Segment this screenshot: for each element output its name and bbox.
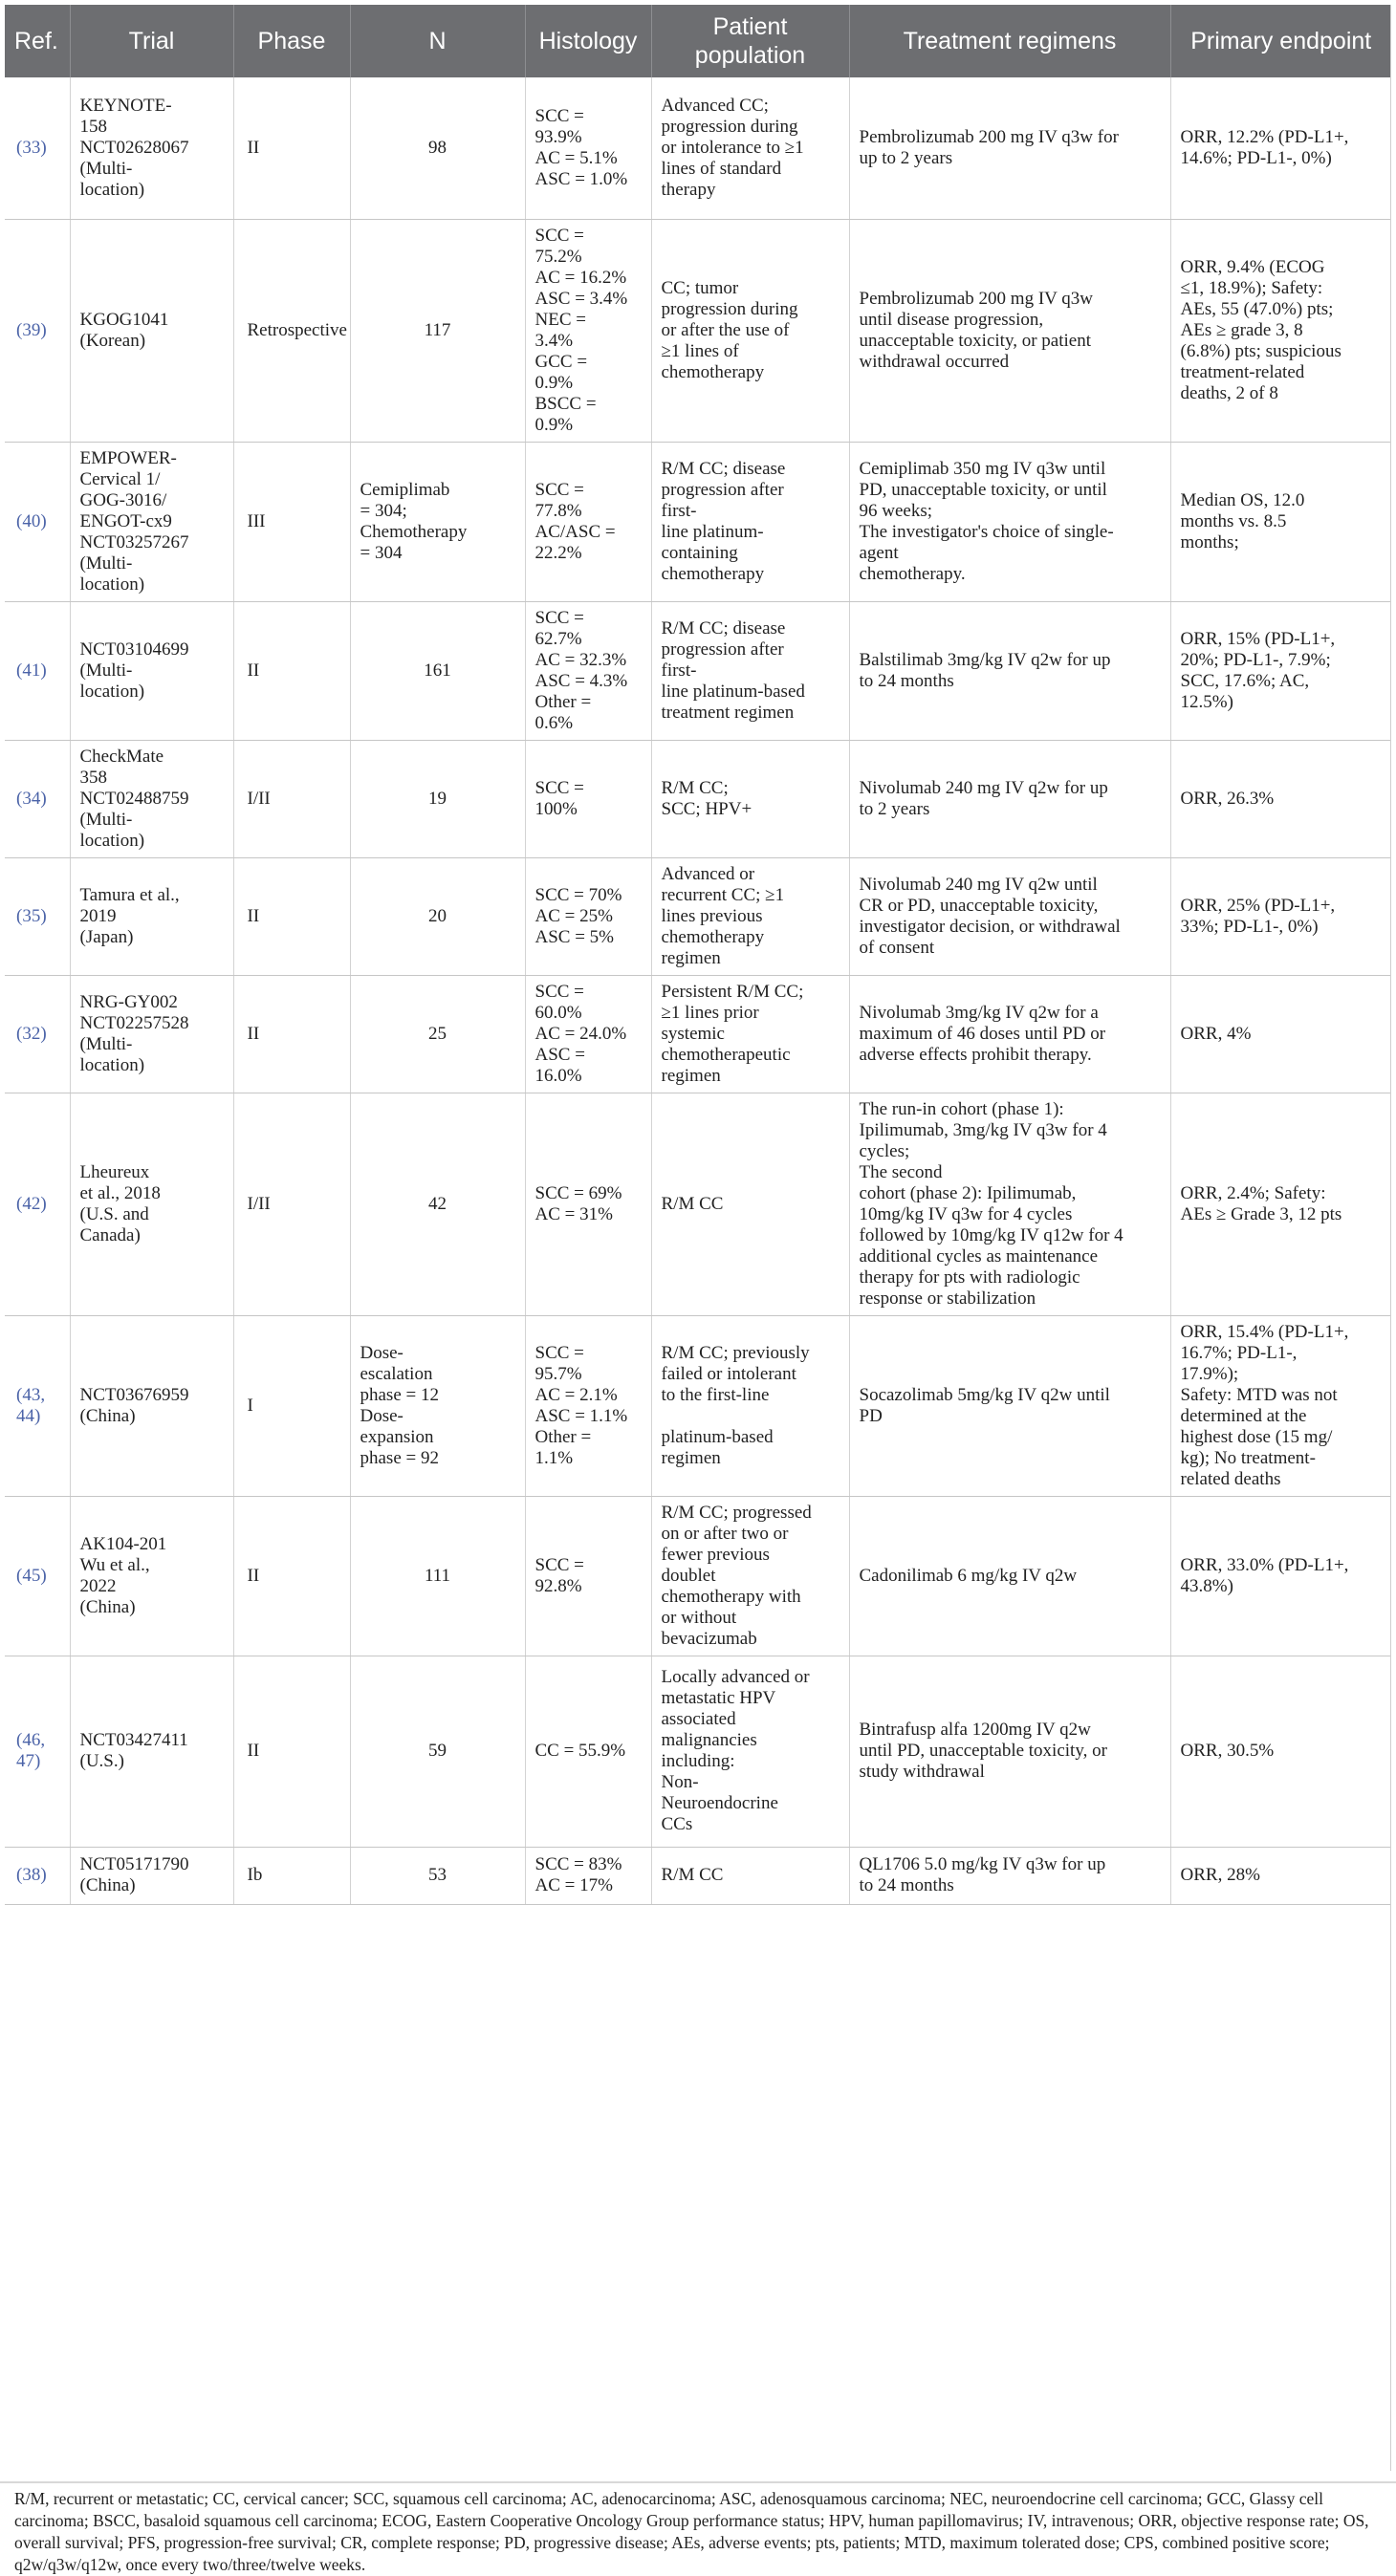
endpoint-cell <box>1170 601 1391 740</box>
trial-cell-text: EMPOWER- Cervical 1/ GOG-3016/ ENGOT-cx9 NCT03257267 (Multi- location) <box>79 447 189 595</box>
endpoint-cell <box>1170 1315 1391 1496</box>
treatment-cell <box>849 601 1170 740</box>
treatment-cell <box>849 1847 1170 1904</box>
ref-link-text[interactable]: (33) <box>16 137 47 158</box>
population-cell-text: CC; tumor progression during or after the use of ≥1 lines of chemotherapy <box>661 277 798 382</box>
n-cell <box>350 219 525 442</box>
table-row <box>5 1093 1391 1315</box>
phase-cell-text: I <box>247 1395 253 1416</box>
n-cell <box>350 77 525 219</box>
population-cell-text: R/M CC; disease progression after first- line platinum- containing chemotherapy <box>661 458 786 584</box>
treatment-cell <box>849 740 1170 857</box>
trial-cell <box>70 442 233 601</box>
treatment-cell-text: Cemiplimab 350 mg IV q3w until PD, unacceptable toxicity, or until 96 weeks; The investigator's choice of single- agent chemotherapy. <box>859 458 1114 584</box>
population-cell <box>651 601 849 740</box>
trial-cell <box>70 1496 233 1656</box>
histology-cell <box>525 740 651 857</box>
ref-link-text[interactable]: (40) <box>16 510 47 531</box>
header-phase: Phase <box>233 5 350 77</box>
endpoint-cell-text: ORR, 9.4% (ECOG ≤1, 18.9%); Safety: AEs, 55 (47.0%) pts; AEs ≥ grade 3, 8 (6.8%) pts; suspicious treatment-related deaths, 2 of 8 <box>1180 256 1341 403</box>
ref-link-text[interactable]: (42) <box>16 1193 47 1214</box>
population-cell-text: Advanced or recurrent CC; ≥1 lines previous chemotherapy regimen <box>661 863 785 968</box>
table-row <box>5 740 1391 857</box>
phase-cell-text: III <box>247 510 266 531</box>
header-trial: Trial <box>70 5 233 77</box>
trial-cell <box>70 1093 233 1315</box>
histology-cell-text: SCC = 69% AC = 31% <box>534 1182 622 1224</box>
table-footnote: R/M, recurrent or metastatic; CC, cervical cancer; SCC, squamous cell carcinoma; AC, adenocarcinoma; ASC, adenosquamous carcinoma; NEC, neuroendocrine cell carcinoma; GCC, Glassy cell carcinoma; BSCC, basaloid squamous cell carcinoma; ECOG, Eastern Cooperative Oncology Group performance status; HPV, human papillomavirus; IV, intravenous; ORR, objective response rate; OS, overall survival; PFS, progression-free survival; CR, complete response; PD, progressive disease; AEs, adverse events; pts, patients; MTD, maximum tolerated dose; CPS, combined positive score; q2w/q3w/q12w, once every two/three/twelve weeks. <box>14 2489 1369 2574</box>
endpoint-cell-text: Median OS, 12.0 months vs. 8.5 months; <box>1180 489 1305 552</box>
endpoint-cell-text: ORR, 15% (PD-L1+, 20%; PD-L1-, 7.9%; SCC, 17.6%; AC, 12.5%) <box>1180 628 1336 712</box>
endpoint-cell <box>1170 219 1391 442</box>
histology-cell <box>525 1496 651 1656</box>
phase-cell <box>233 219 350 442</box>
phase-cell <box>233 1315 350 1496</box>
phase-cell-text: II <box>247 1023 260 1044</box>
population-cell-text: Advanced CC; progression during or intolerance to ≥1 lines of standard therapy <box>661 95 804 200</box>
histology-cell-text: SCC = 83% AC = 17% <box>534 1854 622 1895</box>
n-cell-text: 98 <box>428 137 447 158</box>
ref-link <box>5 442 70 601</box>
histology-cell-text: SCC = 60.0% AC = 24.0% ASC = 16.0% <box>534 981 627 1086</box>
n-cell-text: Cemiplimab = 304; Chemotherapy = 304 <box>360 479 468 563</box>
trial-cell-text: NCT03104699 (Multi- location) <box>79 639 189 702</box>
trial-cell <box>70 77 233 219</box>
phase-cell-text: II <box>247 905 260 926</box>
ref-link <box>5 1496 70 1656</box>
endpoint-cell <box>1170 975 1391 1093</box>
phase-cell <box>233 1656 350 1847</box>
treatment-cell-text: Socazolimab 5mg/kg IV q2w until PD <box>859 1384 1110 1426</box>
table-row <box>5 219 1391 442</box>
population-cell <box>651 857 849 975</box>
trial-cell-text: Tamura et al., 2019 (Japan) <box>79 884 180 947</box>
population-cell <box>651 1093 849 1315</box>
population-cell-text: Persistent R/M CC; ≥1 lines prior systemic chemotherapeutic regimen <box>661 981 804 1086</box>
ref-link-text[interactable]: (39) <box>16 319 47 340</box>
ref-link-text[interactable]: (32) <box>16 1023 47 1044</box>
n-cell-text: 20 <box>428 905 447 926</box>
trial-cell-text: KGOG1041 (Korean) <box>79 309 169 351</box>
ref-link <box>5 857 70 975</box>
n-cell-text: Dose- escalation phase = 12 Dose- expansion phase = 92 <box>360 1342 439 1468</box>
n-cell <box>350 1315 525 1496</box>
ref-link <box>5 975 70 1093</box>
n-cell <box>350 1496 525 1656</box>
table-row <box>5 1656 1391 1847</box>
endpoint-cell <box>1170 740 1391 857</box>
population-cell <box>651 219 849 442</box>
trial-cell <box>70 1656 233 1847</box>
n-cell <box>350 1656 525 1847</box>
endpoint-cell <box>1170 857 1391 975</box>
ref-link <box>5 740 70 857</box>
histology-cell <box>525 219 651 442</box>
trial-cell-text: NRG-GY002 NCT02257528 (Multi- location) <box>79 991 189 1075</box>
phase-cell <box>233 975 350 1093</box>
treatment-cell <box>849 975 1170 1093</box>
ref-link <box>5 1315 70 1496</box>
population-cell-text: R/M CC; progressed on or after two or fewer previous doublet chemotherapy with or without bevacizumab <box>661 1502 812 1649</box>
treatment-cell-text: Balstilimab 3mg/kg IV q2w for up to 24 months <box>859 649 1111 691</box>
endpoint-cell-text: ORR, 15.4% (PD-L1+, 16.7%; PD-L1-, 17.9%); Safety: MTD was not determined at the highest dose (15 mg/ kg); No treatment- related deaths <box>1180 1321 1349 1489</box>
histology-cell-text: SCC = 70% AC = 25% ASC = 5% <box>534 884 622 947</box>
table-header-row <box>5 5 1391 77</box>
table-row <box>5 442 1391 601</box>
treatment-cell-text: Nivolumab 3mg/kg IV q2w for a maximum of 46 doses until PD or adverse effects prohibit therapy. <box>859 1002 1106 1065</box>
header-patient-population: Patient population <box>651 5 849 77</box>
population-cell-text: R/M CC; SCC; HPV+ <box>661 777 753 819</box>
ref-link-text[interactable]: (38) <box>16 1865 47 1885</box>
histology-cell <box>525 601 651 740</box>
histology-cell-text: SCC = 95.7% AC = 2.1% ASC = 1.1% Other = 1.1% <box>534 1342 628 1468</box>
endpoint-cell <box>1170 1496 1391 1656</box>
n-cell <box>350 1093 525 1315</box>
histology-cell-text: SCC = 77.8% AC/ASC = 22.2% <box>534 479 616 563</box>
header-n: N <box>350 5 525 77</box>
population-cell <box>651 442 849 601</box>
trial-cell-text: NCT03427411 (U.S.) <box>79 1730 188 1771</box>
endpoint-cell-text: ORR, 33.0% (PD-L1+, 43.8%) <box>1180 1554 1349 1596</box>
treatment-cell-text: Bintrafusp alfa 1200mg IV q2w until PD, unacceptable toxicity, or study withdrawal <box>859 1720 1107 1782</box>
trial-cell <box>70 740 233 857</box>
ref-link <box>5 1656 70 1847</box>
n-cell-text: 161 <box>424 660 451 681</box>
endpoint-cell-text: ORR, 28% <box>1180 1865 1260 1885</box>
header-treatment-regimens: Treatment regimens <box>849 5 1170 77</box>
treatment-cell <box>849 857 1170 975</box>
footnote-divider <box>0 2481 1396 2483</box>
phase-cell-text: II <box>247 137 260 158</box>
phase-cell-text: I/II <box>247 1193 271 1214</box>
trial-cell <box>70 975 233 1093</box>
phase-cell <box>233 740 350 857</box>
table-row <box>5 1315 1391 1496</box>
histology-cell <box>525 1847 651 1904</box>
endpoint-cell-text: ORR, 30.5% <box>1180 1741 1275 1761</box>
table-row <box>5 1496 1391 1656</box>
treatment-cell-text: Nivolumab 240 mg IV q2w until CR or PD, unacceptable toxicity, investigator decision, or withdrawal of consent <box>859 874 1121 958</box>
phase-cell-text: II <box>247 1741 260 1761</box>
treatment-cell-text: The run-in cohort (phase 1): Ipilimumab, 3mg/kg IV q3w for 4 cycles; The second cohort (phase 2): Ipilimumab, 10mg/kg IV q3w for 4 cycles followed by 10mg/kg IV q12w for 4 additional cycles as maintenance therapy for pts with radiologic response or stabilization <box>859 1098 1123 1309</box>
ref-link-text[interactable]: (46, 47) <box>16 1730 46 1771</box>
table-row <box>5 857 1391 975</box>
n-cell <box>350 1847 525 1904</box>
endpoint-cell <box>1170 1656 1391 1847</box>
table-row <box>5 77 1391 219</box>
phase-cell-text: Retrospective <box>247 319 347 340</box>
trial-cell-text: CheckMate 358 NCT02488759 (Multi- location) <box>79 746 189 851</box>
treatment-cell <box>849 1093 1170 1315</box>
trial-table <box>5 5 1391 1905</box>
n-cell <box>350 975 525 1093</box>
ref-link <box>5 601 70 740</box>
population-cell-text: R/M CC <box>661 1193 724 1214</box>
trial-cell-text: Lheureux et al., 2018 (U.S. and Canada) <box>79 1161 161 1245</box>
trial-table-container <box>5 5 1391 1905</box>
endpoint-cell-text: ORR, 12.2% (PD-L1+, 14.6%; PD-L1-, 0%) <box>1180 126 1349 168</box>
treatment-cell <box>849 1315 1170 1496</box>
n-cell-text: 59 <box>428 1741 447 1761</box>
ref-link-text[interactable]: (41) <box>16 660 47 681</box>
endpoint-cell-text: ORR, 25% (PD-L1+, 33%; PD-L1-, 0%) <box>1180 895 1336 937</box>
histology-cell-text: SCC = 75.2% AC = 16.2% ASC = 3.4% NEC = 3.4% GCC = 0.9% BSCC = 0.9% <box>534 225 628 435</box>
n-cell-text: 19 <box>428 788 447 809</box>
header-ref: Ref. <box>5 5 70 77</box>
population-cell <box>651 1496 849 1656</box>
population-cell <box>651 975 849 1093</box>
treatment-cell <box>849 77 1170 219</box>
ref-link <box>5 1847 70 1904</box>
treatment-cell-text: Nivolumab 240 mg IV q2w for up to 2 years <box>859 777 1108 819</box>
histology-cell <box>525 975 651 1093</box>
treatment-cell-text: Pembrolizumab 200 mg IV q3w until disease progression, unacceptable toxicity, or patient withdrawal occurred <box>859 288 1094 372</box>
population-cell <box>651 740 849 857</box>
phase-cell <box>233 1847 350 1904</box>
table-row <box>5 601 1391 740</box>
ref-link-text[interactable]: (45) <box>16 1565 47 1586</box>
histology-cell <box>525 1093 651 1315</box>
histology-cell-text: SCC = 92.8% <box>534 1554 584 1596</box>
population-cell-text: R/M CC <box>661 1865 724 1885</box>
table-row <box>5 975 1391 1093</box>
population-cell-text: R/M CC; disease progression after first- line platinum-based treatment regimen <box>661 617 805 723</box>
histology-cell <box>525 1656 651 1847</box>
phase-cell-text: II <box>247 1565 260 1586</box>
trial-cell <box>70 219 233 442</box>
n-cell-text: 42 <box>428 1193 447 1214</box>
trial-cell-text: KEYNOTE- 158 NCT02628067 (Multi- location) <box>79 95 189 200</box>
phase-cell-text: I/II <box>247 788 271 809</box>
endpoint-cell-text: ORR, 2.4%; Safety: AEs ≥ Grade 3, 12 pts <box>1180 1182 1342 1224</box>
phase-cell <box>233 601 350 740</box>
n-cell-text: 25 <box>428 1023 447 1044</box>
population-cell <box>651 77 849 219</box>
header-primary-endpoint: Primary endpoint <box>1190 28 1372 54</box>
trial-cell <box>70 1315 233 1496</box>
endpoint-cell <box>1170 1093 1391 1315</box>
treatment-cell <box>849 219 1170 442</box>
trial-cell-text: NCT05171790 (China) <box>79 1854 189 1895</box>
phase-cell <box>233 857 350 975</box>
header-histology: Histology <box>525 5 651 77</box>
ref-link <box>5 77 70 219</box>
phase-cell-text: Ib <box>247 1865 263 1885</box>
phase-cell <box>233 442 350 601</box>
phase-cell-text: II <box>247 660 260 681</box>
table-row <box>5 1847 1391 1904</box>
trial-cell <box>70 1847 233 1904</box>
histology-cell-text: SCC = 62.7% AC = 32.3% ASC = 4.3% Other = 0.6% <box>534 607 628 733</box>
histology-cell-text: SCC = 93.9% AC = 5.1% ASC = 1.0% <box>534 105 628 189</box>
n-cell-text: 117 <box>424 319 451 340</box>
treatment-cell-text: Cadonilimab 6 mg/kg IV q2w <box>859 1565 1078 1586</box>
histology-cell-text: SCC = 100% <box>534 777 584 819</box>
histology-cell <box>525 442 651 601</box>
n-cell <box>350 601 525 740</box>
treatment-cell <box>849 1496 1170 1656</box>
phase-cell <box>233 1496 350 1656</box>
ref-link-text[interactable]: (35) <box>16 905 47 926</box>
phase-cell <box>233 77 350 219</box>
histology-cell-text: CC = 55.9% <box>534 1741 626 1761</box>
phase-cell <box>233 1093 350 1315</box>
population-cell-text: Locally advanced or metastatic HPV associated malignancies including: Non- Neuroendocrine CCs <box>661 1667 810 1834</box>
treatment-cell <box>849 1656 1170 1847</box>
trial-cell <box>70 857 233 975</box>
n-cell <box>350 442 525 601</box>
histology-cell <box>525 77 651 219</box>
treatment-cell-text: QL1706 5.0 mg/kg IV q3w for up to 24 months <box>859 1854 1106 1895</box>
ref-link-text[interactable]: (34) <box>16 788 47 809</box>
n-cell <box>350 740 525 857</box>
histology-cell <box>525 857 651 975</box>
endpoint-cell <box>1170 442 1391 601</box>
population-cell <box>651 1847 849 1904</box>
endpoint-cell-text: ORR, 26.3% <box>1180 788 1275 809</box>
ref-link <box>5 1093 70 1315</box>
table-right-border <box>1390 5 1391 2471</box>
population-cell-text: R/M CC; previously failed or intolerant to the first-line platinum-based regimen <box>661 1342 810 1468</box>
ref-link <box>5 219 70 442</box>
n-cell <box>350 857 525 975</box>
trial-cell <box>70 601 233 740</box>
n-cell-text: 53 <box>428 1865 447 1885</box>
population-cell <box>651 1315 849 1496</box>
trial-cell-text: NCT03676959 (China) <box>79 1384 189 1426</box>
population-cell <box>651 1656 849 1847</box>
endpoint-cell <box>1170 77 1391 219</box>
endpoint-cell-text: ORR, 4% <box>1180 1023 1252 1044</box>
endpoint-cell <box>1170 1847 1391 1904</box>
histology-cell <box>525 1315 651 1496</box>
n-cell-text: 111 <box>424 1565 451 1586</box>
ref-link-text[interactable]: (43, 44) <box>16 1384 46 1426</box>
treatment-cell-text: Pembrolizumab 200 mg IV q3w for up to 2 years <box>859 126 1119 168</box>
trial-cell-text: AK104-201 Wu et al., 2022 (China) <box>79 1533 167 1617</box>
treatment-cell <box>849 442 1170 601</box>
